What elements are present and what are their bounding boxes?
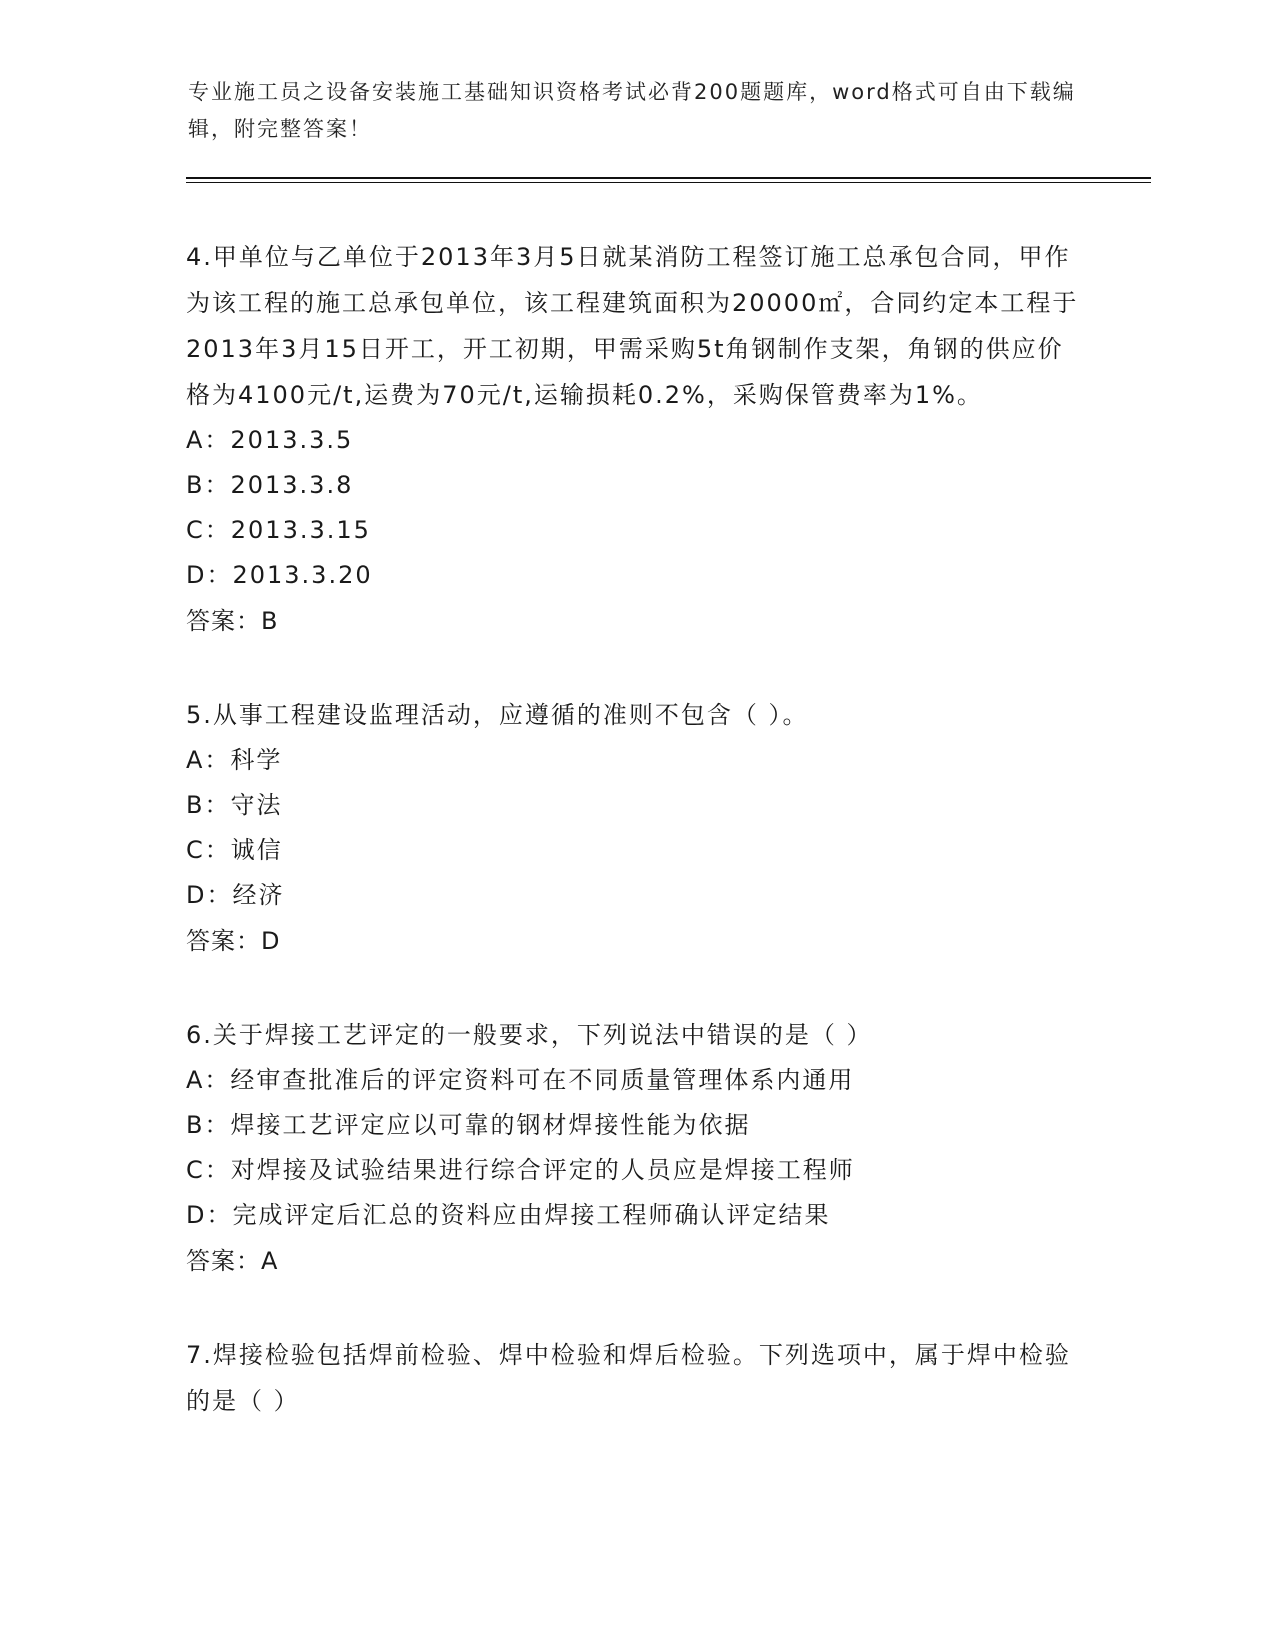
- document-intro: [188, 74, 1088, 148]
- answer-label: 答案：B: [186, 607, 279, 635]
- answer-label: 答案：D: [186, 927, 281, 955]
- question-stem: 5.从事工程建设监理活动，应遵循的准则不包含（ ）。: [186, 701, 809, 729]
- question-stem: 4.甲单位与乙单位于2013年3月5日就某消防工程签订施工总承包合同，甲作为该工程的施工总承包单位，该工程建筑面积为20000㎡，合同约定本工程于2013年3月15日开工，开工初期，甲需采购5t角钢制作支架，角钢的供应价格为4100元/t,运费为70元/t,运输损耗0.2%，采购保管费率为1%。: [186, 243, 1079, 409]
- option-c: C：对焊接及试验结果进行综合评定的人员应是焊接工程师: [186, 1156, 855, 1184]
- option-a: A：科学: [186, 746, 283, 774]
- option-b: B：焊接工艺评定应以可靠的钢材焊接性能为依据: [186, 1111, 751, 1139]
- option-d: D：经济: [186, 881, 285, 909]
- question-4: [186, 234, 1086, 645]
- header-divider: [186, 177, 1151, 183]
- option-b: B：守法: [186, 791, 283, 819]
- question-7: [186, 1332, 1086, 1424]
- option-b: B：2013.3.8: [186, 471, 354, 499]
- option-a: A：经审查批准后的评定资料可在不同质量管理体系内通用: [186, 1066, 855, 1094]
- option-a: A：2013.3.5: [186, 426, 354, 454]
- option-d: D：完成评定后汇总的资料应由焊接工程师确认评定结果: [186, 1201, 831, 1229]
- question-stem: 6.关于焊接工艺评定的一般要求，下列说法中错误的是（ ）: [186, 1021, 873, 1049]
- intro-text: 专业施工员之设备安装施工基础知识资格考试必背200题题库，word格式可自由下载编辑，附完整答案！: [188, 80, 1076, 141]
- answer-label: 答案：A: [186, 1247, 279, 1275]
- option-c: C：2013.3.15: [186, 516, 371, 544]
- question-stem: 7.焊接检验包括焊前检验、焊中检验和焊后检验。下列选项中，属于焊中检验的是（ ）: [186, 1341, 1071, 1415]
- option-c: C：诚信: [186, 836, 283, 864]
- question-list: [186, 234, 1086, 1471]
- question-6: [186, 1012, 1086, 1285]
- option-d: D：2013.3.20: [186, 561, 373, 589]
- question-5: [186, 692, 1086, 965]
